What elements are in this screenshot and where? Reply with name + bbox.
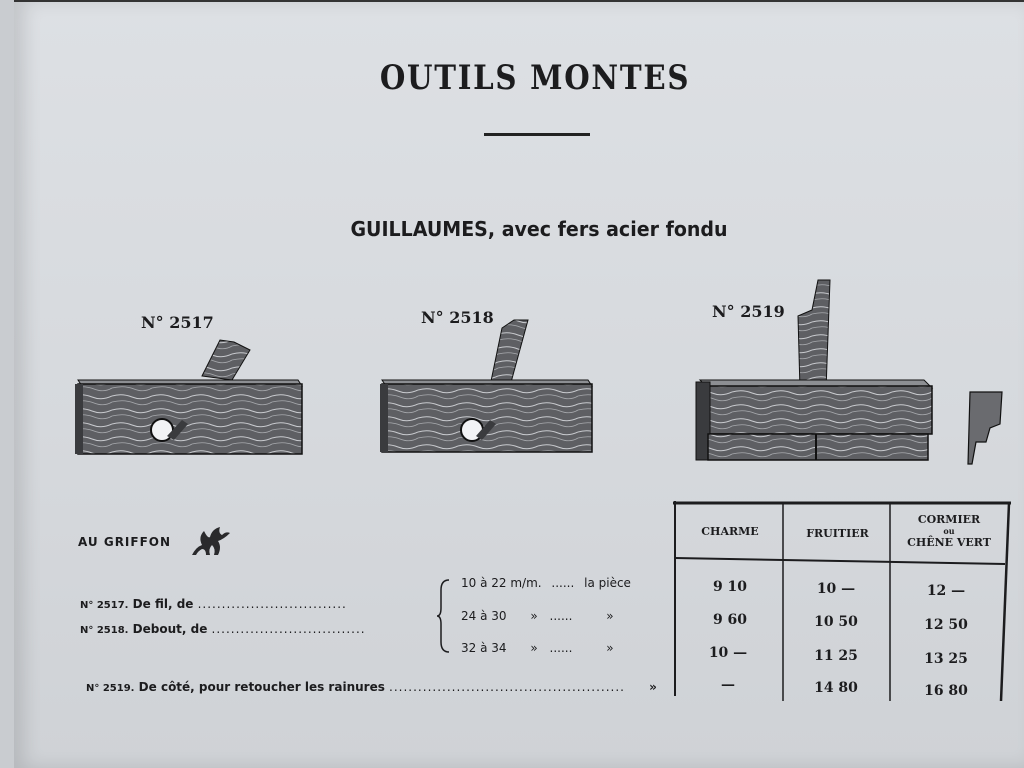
leader-dots: ............................... [197,597,347,611]
size-range: 24 à 30 [461,609,507,623]
price-cell: 11 25 [814,648,858,664]
leader-dots: ...... [549,641,573,655]
plane-2519-illustration [692,276,938,464]
item-description: Debout, de [132,622,208,636]
price-cell: 12 50 [924,617,968,633]
price-cell: 9 10 [712,579,748,595]
model-label-2519: N° 2519 [712,302,785,321]
item-description: De côté, pour retoucher les rainures [138,680,385,694]
page-title: OUTILS MONTES [379,58,691,98]
price-cell: 16 80 [924,683,968,699]
ditto-mark: » [606,641,614,655]
item-row-2518 [80,622,366,636]
header-cormier-line3: CHÊNE VERT [907,536,991,549]
header-cormier-line2: ou [943,526,955,536]
size-row-3 [461,641,614,655]
price-cell: — [721,677,735,693]
plane-2517-illustration [72,336,304,458]
size-row-2 [461,609,614,623]
header-fruitier: FRUITIER [806,527,869,540]
size-row-1 [461,576,631,590]
top-rule [14,0,1024,2]
size-range: 10 à 22 m/m. [461,576,542,590]
ditto-mark: » [649,680,657,694]
ditto-mark: » [530,609,538,623]
price-cell: 9 60 [712,612,748,628]
price-cell: 13 25 [924,651,968,667]
size-range: 32 à 34 [461,641,507,655]
plane-2519-profile-illustration [964,390,1004,466]
price-table [673,501,1011,701]
brand-label: AU GRIFFON [78,535,172,549]
plane-2518-illustration [378,316,596,456]
item-description: De fil, de [132,597,194,611]
model-label-2518: N° 2518 [421,308,494,327]
price-cell: 10 — [816,581,856,597]
item-row-2519 [86,680,657,694]
price-cell: 10 50 [814,614,858,630]
leader-dots: ................................................. [389,680,625,694]
leader-dots: ................................ [211,622,366,636]
leader-dots: ...... [549,609,573,623]
ditto-mark: » [606,609,614,623]
griffon-icon [188,525,232,563]
title-rule [484,133,590,136]
grouping-brace [437,578,451,658]
item-number: N° 2519. [86,683,135,694]
size-unit: la pièce [584,576,631,590]
header-charme: CHARME [701,525,759,538]
item-number: N° 2517. [80,600,129,611]
page-subtitle: GUILLAUMES, avec fers acier fondu [350,217,728,241]
price-cell: 14 80 [814,680,858,696]
item-number: N° 2518. [80,625,129,636]
item-row-2517 [80,597,347,611]
price-cell: 10 — [708,645,748,661]
header-cormier [892,513,1006,550]
model-label-2517: N° 2517 [141,313,214,332]
ditto-mark: » [530,641,538,655]
price-cell: 12 — [926,583,966,599]
header-cormier-line1: CORMIER [917,513,981,526]
leader-dots: ...... [551,576,575,590]
